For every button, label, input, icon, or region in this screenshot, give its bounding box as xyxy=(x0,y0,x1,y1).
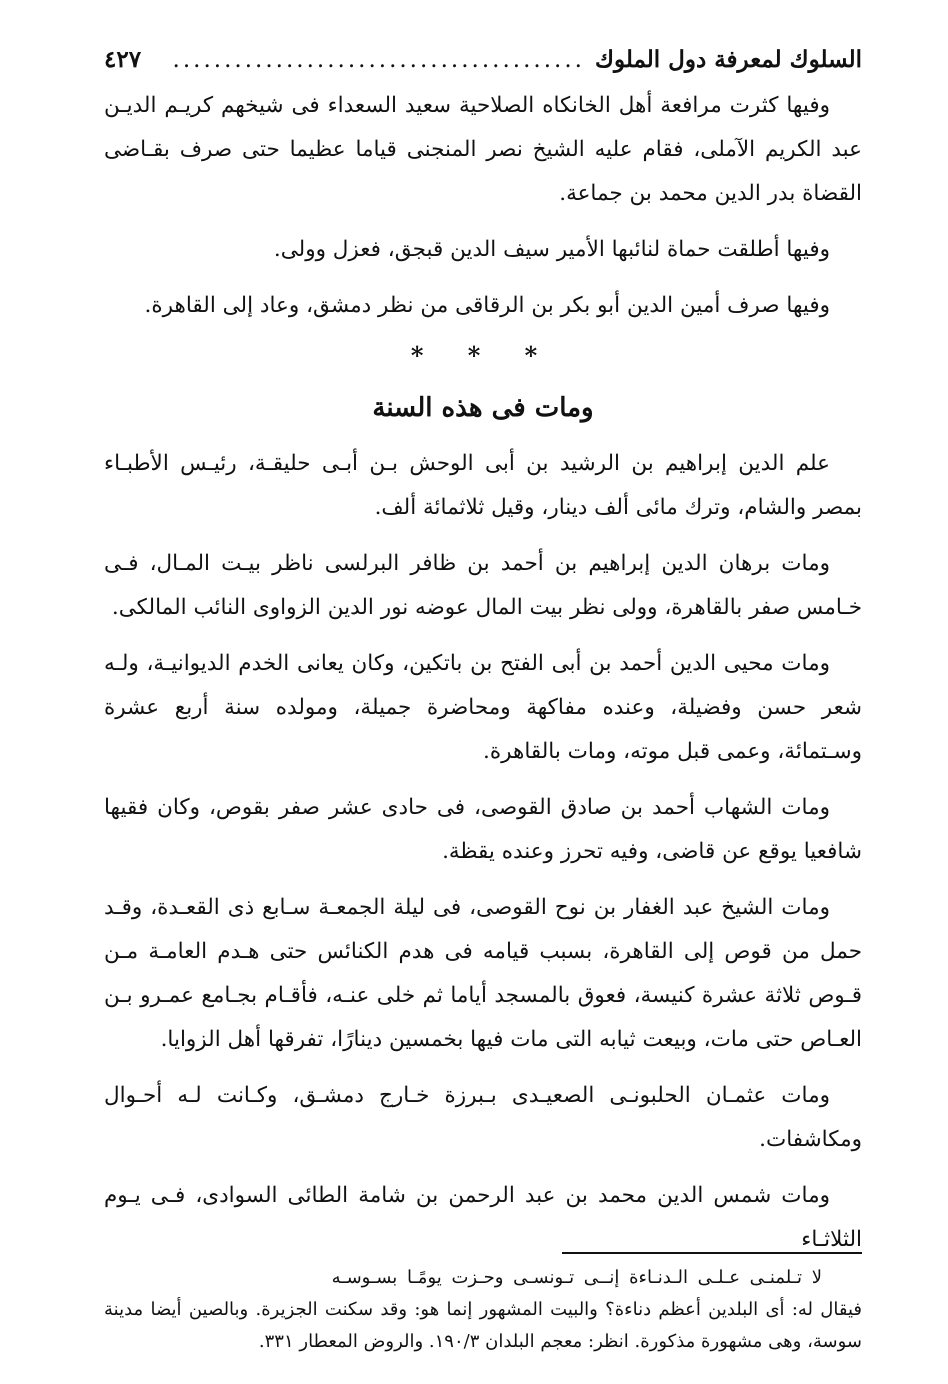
book-title: السلوك لمعرفة دول الملوك xyxy=(594,46,862,73)
page-number: ٤٢٧ xyxy=(104,46,142,73)
footnote-rule xyxy=(562,1252,862,1254)
obituary-paragraph: ومات محيى الدين أحمد بن أبى الفتح بن باتكين، وكان يعانى الخدم الديوانيـة، ولـه شعر حسن وفضيلة، وعنده مفاكهة ومحاضرة جميلة، ومولده سنة أربع عشرة وسـتمائة، وعمى قبل موته، ومات بالقاهرة. xyxy=(104,651,862,764)
paragraph-khanqah: وفيها كثرت مرافعة أهل الخانكاه الصلاحية سعيد السعداء فى شيخهم كريـم الديـن عبد الكريم الآملى، فقام عليه الشيخ نصر المنجنى قياما عظيما حتى صرف بقـاضى القضاة بدر الدين محمد بن جماعة. xyxy=(104,93,862,206)
paragraph-hama: وفيها أطلقت حماة لنائبها الأمير سيف الدين قبجق، فعزل وولى. xyxy=(273,237,830,262)
obituary-paragraph: ومات عثمـان الحلبونـى الصعيـدى بـبرزة خـارج دمشـق، وكـانت لـه أحـوال ومكاشفات. xyxy=(104,1083,862,1152)
footnote-text: فيقال له: أى البلدين أعظم دناءة؟ والبيت المشهور إنما هو: وقد سكنت الجزيرة. وبالصين أيضا مدينة سوسة، وهى مشهورة مذكورة. انظر: معجم البلدان ١٩٠/٣. والروض المعطار ٣٣١. xyxy=(104,1299,862,1352)
section-heading: ومات فى هذه السنة xyxy=(372,393,594,423)
obituary-paragraph: ومات شمس الدين محمد بن عبد الرحمن بن شامة الطائى السوادى، فـى يـوم الثلاثـاء xyxy=(104,1183,862,1252)
footnotes xyxy=(104,1262,862,1358)
obituary-paragraph: علم الدين إبراهيم بن الرشيد بن أبى الوحش بـن أبـى حليقـة، رئيـس الأطبـاء بمصر والشام، وترك مائى ألف دينار، وقيل ثلاثمائة ألف. xyxy=(104,451,862,520)
leader-dots: ........................................ xyxy=(172,47,585,73)
running-header xyxy=(104,40,862,80)
section-separator: * * * xyxy=(410,341,556,370)
footnote-verse: لا تـلمنـى عـلـى الـدنـاءة إنــى تـونسـى وحـزت يومًـا بسـوسـه xyxy=(331,1267,822,1288)
obituary-paragraph: ومات برهان الدين إبراهيم بن أحمد بن ظافر البرلسى ناظر بيـت المـال، فـى خـامس صفر بالقاهرة، وولى نظر بيت المال عوضه نور الدين الزواوى النائب المالكى. xyxy=(104,551,862,620)
obituary-paragraph: ومات الشهاب أحمد بن صادق القوصى، فى حادى عشر صفر بقوص، وكان فقيها شافعيا يوقع عن قاضى، وفيه تحرز وعنده يقظة. xyxy=(104,795,862,864)
paragraph-damascus: وفيها صرف أمين الدين أبو بكر بن الرقاقى من نظر دمشق، وعاد إلى القاهرة. xyxy=(144,293,830,318)
obituary-paragraph: ومات الشيخ عبد الغفار بن نوح القوصى، فى ليلة الجمعـة سـابع ذى القعـدة، وقـد حمل من قوص إلى القاهرة، بسبب قيامه فى هدم الكنائس حتى هـدم العامـة مـن قـوص ثلاثة عشرة كنيسة، فعوق بالمسجد أياما ثم خلى عنـه، فأقـام بجـامع عمـرو بـن العـاص حتى مات، وبيعت ثيابه التى مات فيها بخمسين دينارًا، تفرقها أهل الزوايا. xyxy=(104,895,862,1052)
